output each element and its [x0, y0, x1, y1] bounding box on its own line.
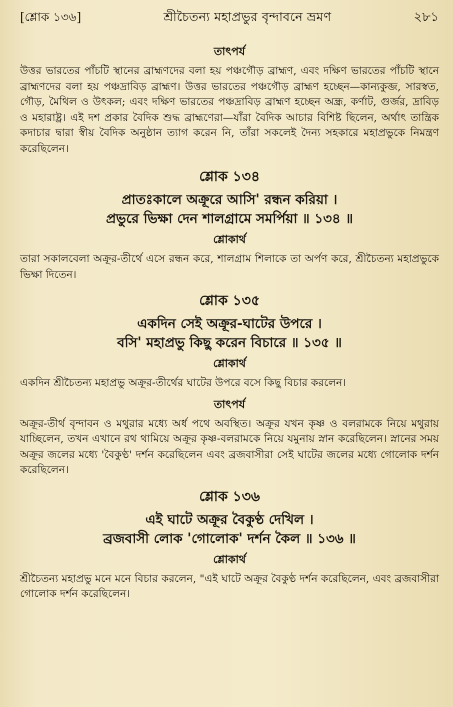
sloka-135-verse [20, 315, 439, 353]
sloka-135-line-2: বসি' মহাপ্রভু কিছু করেন বিচারে ॥ ১৩৫ ॥ [117, 335, 342, 351]
sloka-134-translation-label: শ্লোকার্থ [213, 233, 246, 246]
header-title: শ্রীচৈতন্য মহাপ্রভুর বৃন্দাবনে ভ্রমণ [163, 9, 332, 24]
sloka-136-heading: শ্লোক ১৩৬ [199, 488, 260, 505]
sloka-134-heading: শ্লোক ১৩৪ [199, 169, 260, 185]
sloka-134-line-2: প্রভুরে ভিক্ষা দেন শালগ্রামে সমর্পিয়া ॥ ১৩৪ ॥ [105, 211, 354, 227]
sloka-135-line-1: একদিন সেই অক্রূর-ঘাটের উপরে । [137, 316, 322, 332]
sloka-136-translation: শ্রীচৈতন্য মহাপ্রভু মনে মনে বিচার করলেন, "এই ঘাটে অক্রূর বৈকুণ্ঠ দর্শন করেছিলেন, এবং ব্রজবাসীরা গোলোক দর্শন করেছিলেন। [20, 572, 439, 600]
sloka-134-verse [20, 191, 439, 229]
sloka-134-translation: তারা সকালবেলা অক্রূর-তীর্থে এসে রন্ধন করে, শালগ্রাম শিলাকে তা অর্পণ করে, শ্রীচৈতন্য মহাপ্রভুকে ভিক্ষা দিতেন। [20, 253, 439, 281]
sloka-136-line-2: ব্রজবাসী লোক 'গোলোক' দর্শন কৈল ॥ ১৩৬ ॥ [103, 530, 356, 547]
sloka-135-heading: শ্লোক ১৩৫ [199, 293, 260, 309]
page-number: ২৮১ [413, 10, 439, 25]
sloka-135-purport-label: তাৎপর্য [213, 397, 246, 411]
sloka-134-line-1: প্রাতঃকালে অক্রূরে আসি' রন্ধন করিয়া । [121, 192, 338, 208]
page-header [20, 8, 439, 29]
sloka-136-translation-label: শ্লোকার্থ [213, 552, 246, 566]
header-chapter: [শ্লোক ১৩৬] [20, 10, 82, 24]
sloka-135-purport: অক্রূর-তীর্থ বৃন্দাবন ও মথুরার মধ্যে অর্ধ পথে অবস্থিত। অক্রূর যখন কৃষ্ণ ও বলরামকে নিয়ে মথুরায় যাচ্ছিলেন, তখন এখানে রথ থামিয়ে অক্রূর কৃষ্ণ-বলরামকে নিয়ে যমুনায় স্নান করেছিলেন। স্নানের সময় অক্রূর জলের মধ্যে 'বৈকুণ্ঠ' দর্শন করেছিলেন এবং ব্রজবাসীরা সেই ঘাটের জলের মধ্যে গোলোক দর্শন করেছিলেন। [20, 417, 439, 476]
sloka-135-translation-label: শ্লোকার্থ [213, 357, 246, 370]
purport-label: তাৎপর্য [213, 45, 246, 58]
purport-text: উত্তর ভারতের পাঁচটি স্থানের ব্রাহ্মণদের বলা হয় পঞ্চগৌড় ব্রাহ্মণ, এবং দক্ষিণ ভারতের পাঁচটি স্থানে ব্রাহ্মণদের বলা হয় পঞ্চদ্রাবিড় ব্রাহ্মণ। উত্তর ভারতের পঞ্চগৌড় ব্রাহ্মণ হচ্ছেন—কান্যকুব্জ, সারস্বত, গৌড়, মৈথিল ও উৎকল; এবং দক্ষিণ ভারতের পঞ্চদ্রাবিড় ব্রাহ্মণ হচ্ছেন অন্ধ্র, কর্ণাট, গুর্জর, দ্রাবিড় ও মহারাষ্ট্র। এই দশ প্রকার বৈদিক শুদ্ধ ব্রাহ্মণেরা—যাঁরা বৈদিক আচার বিশিষ্ট ছিলেন, অর্থাৎ তান্ত্রিক কদাচার দ্বারা স্বীয় বৈদিক অনুষ্ঠান ত্যাগ করেন নি, তাঁরা সকলেই দৈন্য সহকারে মহাপ্রভুকে নিমন্ত্রণ করেছিলেন। [20, 65, 439, 155]
sloka-135-translation: একদিন শ্রীচৈতন্য মহাপ্রভু অক্রূর-তীর্থের ঘাটের উপরে বসে কিছু বিচার করলেন। [20, 377, 347, 389]
sloka-136-verse [20, 511, 439, 549]
sloka-136-line-1: এই ঘাটে অক্রূর বৈকুণ্ঠ দেখিল । [145, 511, 314, 528]
